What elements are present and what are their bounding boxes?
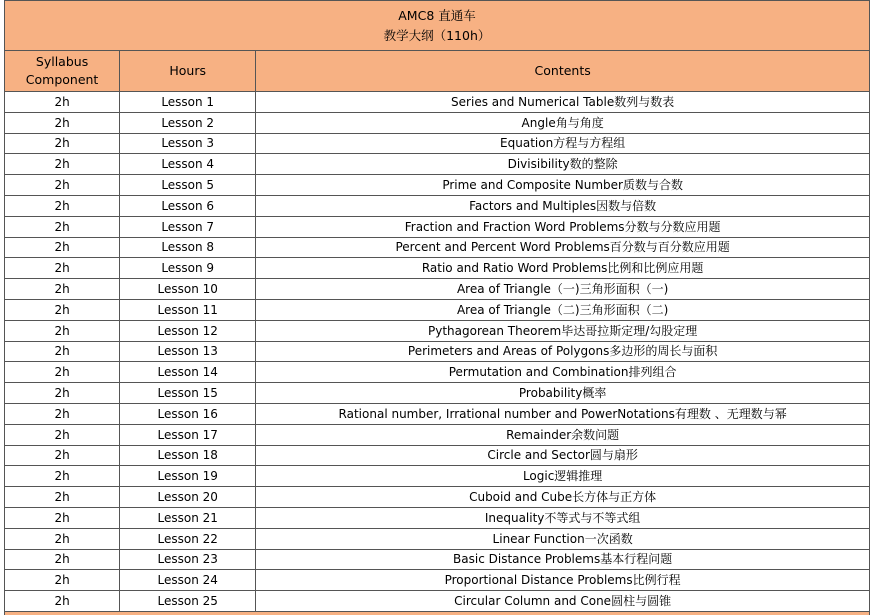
table-row [5, 154, 870, 175]
table-row [5, 362, 870, 383]
cell-lesson: Lesson 11 [120, 299, 256, 320]
cell-lesson: Lesson 18 [120, 445, 256, 466]
column-header-row [5, 51, 870, 92]
cell-content: Probability概率 [256, 383, 870, 404]
table-row [5, 591, 870, 612]
cell-component: 2h [5, 445, 120, 466]
table-title [5, 1, 870, 51]
cell-lesson: Lesson 7 [120, 216, 256, 237]
cell-component: 2h [5, 216, 120, 237]
cell-component: 2h [5, 466, 120, 487]
cell-component: 2h [5, 258, 120, 279]
cell-component: 2h [5, 383, 120, 404]
cell-lesson: Lesson 22 [120, 528, 256, 549]
cell-component: 2h [5, 507, 120, 528]
cell-component: 2h [5, 341, 120, 362]
cell-content: Inequality不等式与不等式组 [256, 507, 870, 528]
cell-content: Rational number, Irrational number and PowerNotations有理数 、无理数与幂 [256, 403, 870, 424]
header-syllabus-component [5, 51, 120, 92]
cell-content: Area of Triangle（二)三角形面积（二) [256, 299, 870, 320]
syllabus-table-container [4, 0, 870, 612]
cell-content: Cuboid and Cube长方体与正方体 [256, 487, 870, 508]
cell-component: 2h [5, 154, 120, 175]
cell-lesson: Lesson 24 [120, 570, 256, 591]
table-row [5, 237, 870, 258]
cell-content: Perimeters and Areas of Polygons多边形的周长与面积 [256, 341, 870, 362]
cell-component: 2h [5, 133, 120, 154]
cell-lesson: Lesson 14 [120, 362, 256, 383]
cell-lesson: Lesson 4 [120, 154, 256, 175]
cell-component: 2h [5, 549, 120, 570]
cell-content: Percent and Percent Word Problems百分数与百分数应用题 [256, 237, 870, 258]
syllabus-table [4, 0, 870, 612]
cell-component: 2h [5, 528, 120, 549]
cell-lesson: Lesson 5 [120, 175, 256, 196]
table-row [5, 549, 870, 570]
cell-lesson: Lesson 3 [120, 133, 256, 154]
cell-lesson: Lesson 19 [120, 466, 256, 487]
cell-lesson: Lesson 13 [120, 341, 256, 362]
table-row [5, 299, 870, 320]
cell-lesson: Lesson 12 [120, 320, 256, 341]
table-row [5, 341, 870, 362]
header-contents: Contents [256, 51, 870, 92]
cell-lesson: Lesson 21 [120, 507, 256, 528]
cell-component: 2h [5, 591, 120, 612]
cell-content: Ratio and Ratio Word Problems比例和比例应用题 [256, 258, 870, 279]
cell-lesson: Lesson 9 [120, 258, 256, 279]
header-hours: Hours [120, 51, 256, 92]
cell-content: Circle and Sector圆与扇形 [256, 445, 870, 466]
cell-lesson: Lesson 20 [120, 487, 256, 508]
table-row [5, 320, 870, 341]
cell-content: Area of Triangle（一)三角形面积（一) [256, 279, 870, 300]
cell-content: Prime and Composite Number质数与合数 [256, 175, 870, 196]
cell-lesson: Lesson 6 [120, 195, 256, 216]
cell-lesson: Lesson 8 [120, 237, 256, 258]
cell-component: 2h [5, 570, 120, 591]
cell-component: 2h [5, 112, 120, 133]
table-row [5, 92, 870, 113]
cell-content: Angle角与角度 [256, 112, 870, 133]
table-row [5, 445, 870, 466]
table-row [5, 216, 870, 237]
cell-content: Factors and Multiples因数与倍数 [256, 195, 870, 216]
table-row [5, 507, 870, 528]
cell-component: 2h [5, 237, 120, 258]
cell-content: Logic逻辑推理 [256, 466, 870, 487]
table-row [5, 279, 870, 300]
title-line-2: 教学大纲（110h） [383, 27, 491, 43]
cell-component: 2h [5, 175, 120, 196]
table-row [5, 570, 870, 591]
cell-content: Equation方程与方程组 [256, 133, 870, 154]
cell-lesson: Lesson 2 [120, 112, 256, 133]
table-row [5, 403, 870, 424]
cell-component: 2h [5, 279, 120, 300]
cell-content: Permutation and Combination排列组合 [256, 362, 870, 383]
table-row [5, 258, 870, 279]
cell-lesson: Lesson 10 [120, 279, 256, 300]
cell-component: 2h [5, 487, 120, 508]
cell-component: 2h [5, 195, 120, 216]
cell-content: Basic Distance Problems基本行程问题 [256, 549, 870, 570]
cell-content: Series and Numerical Table数列与数表 [256, 92, 870, 113]
cell-lesson: Lesson 25 [120, 591, 256, 612]
cell-component: 2h [5, 320, 120, 341]
table-row [5, 466, 870, 487]
cell-component: 2h [5, 299, 120, 320]
cell-content: Fraction and Fraction Word Problems分数与分数应用题 [256, 216, 870, 237]
table-row [5, 383, 870, 404]
cell-content: Proportional Distance Problems比例行程 [256, 570, 870, 591]
cell-lesson: Lesson 15 [120, 383, 256, 404]
cell-lesson: Lesson 17 [120, 424, 256, 445]
cell-content: Linear Function一次函数 [256, 528, 870, 549]
cell-component: 2h [5, 362, 120, 383]
table-row [5, 175, 870, 196]
header-syllabus-line-2: Component [25, 72, 99, 87]
cell-component: 2h [5, 92, 120, 113]
cell-content: Pythagorean Theorem毕达哥拉斯定理/勾股定理 [256, 320, 870, 341]
cell-content: Remainder余数问题 [256, 424, 870, 445]
cell-content: Divisibility数的整除 [256, 154, 870, 175]
cell-component: 2h [5, 424, 120, 445]
cell-lesson: Lesson 16 [120, 403, 256, 424]
table-row [5, 112, 870, 133]
title-line-1: AMC8 直通车 [398, 7, 476, 23]
table-row [5, 487, 870, 508]
header-syllabus-line-1: Syllabus [35, 54, 89, 69]
cell-content: Circular Column and Cone圆柱与圆锥 [256, 591, 870, 612]
table-row [5, 528, 870, 549]
cell-lesson: Lesson 1 [120, 92, 256, 113]
table-row [5, 133, 870, 154]
table-row [5, 195, 870, 216]
cell-lesson: Lesson 23 [120, 549, 256, 570]
cell-component: 2h [5, 403, 120, 424]
table-row [5, 424, 870, 445]
title-row [5, 1, 870, 51]
